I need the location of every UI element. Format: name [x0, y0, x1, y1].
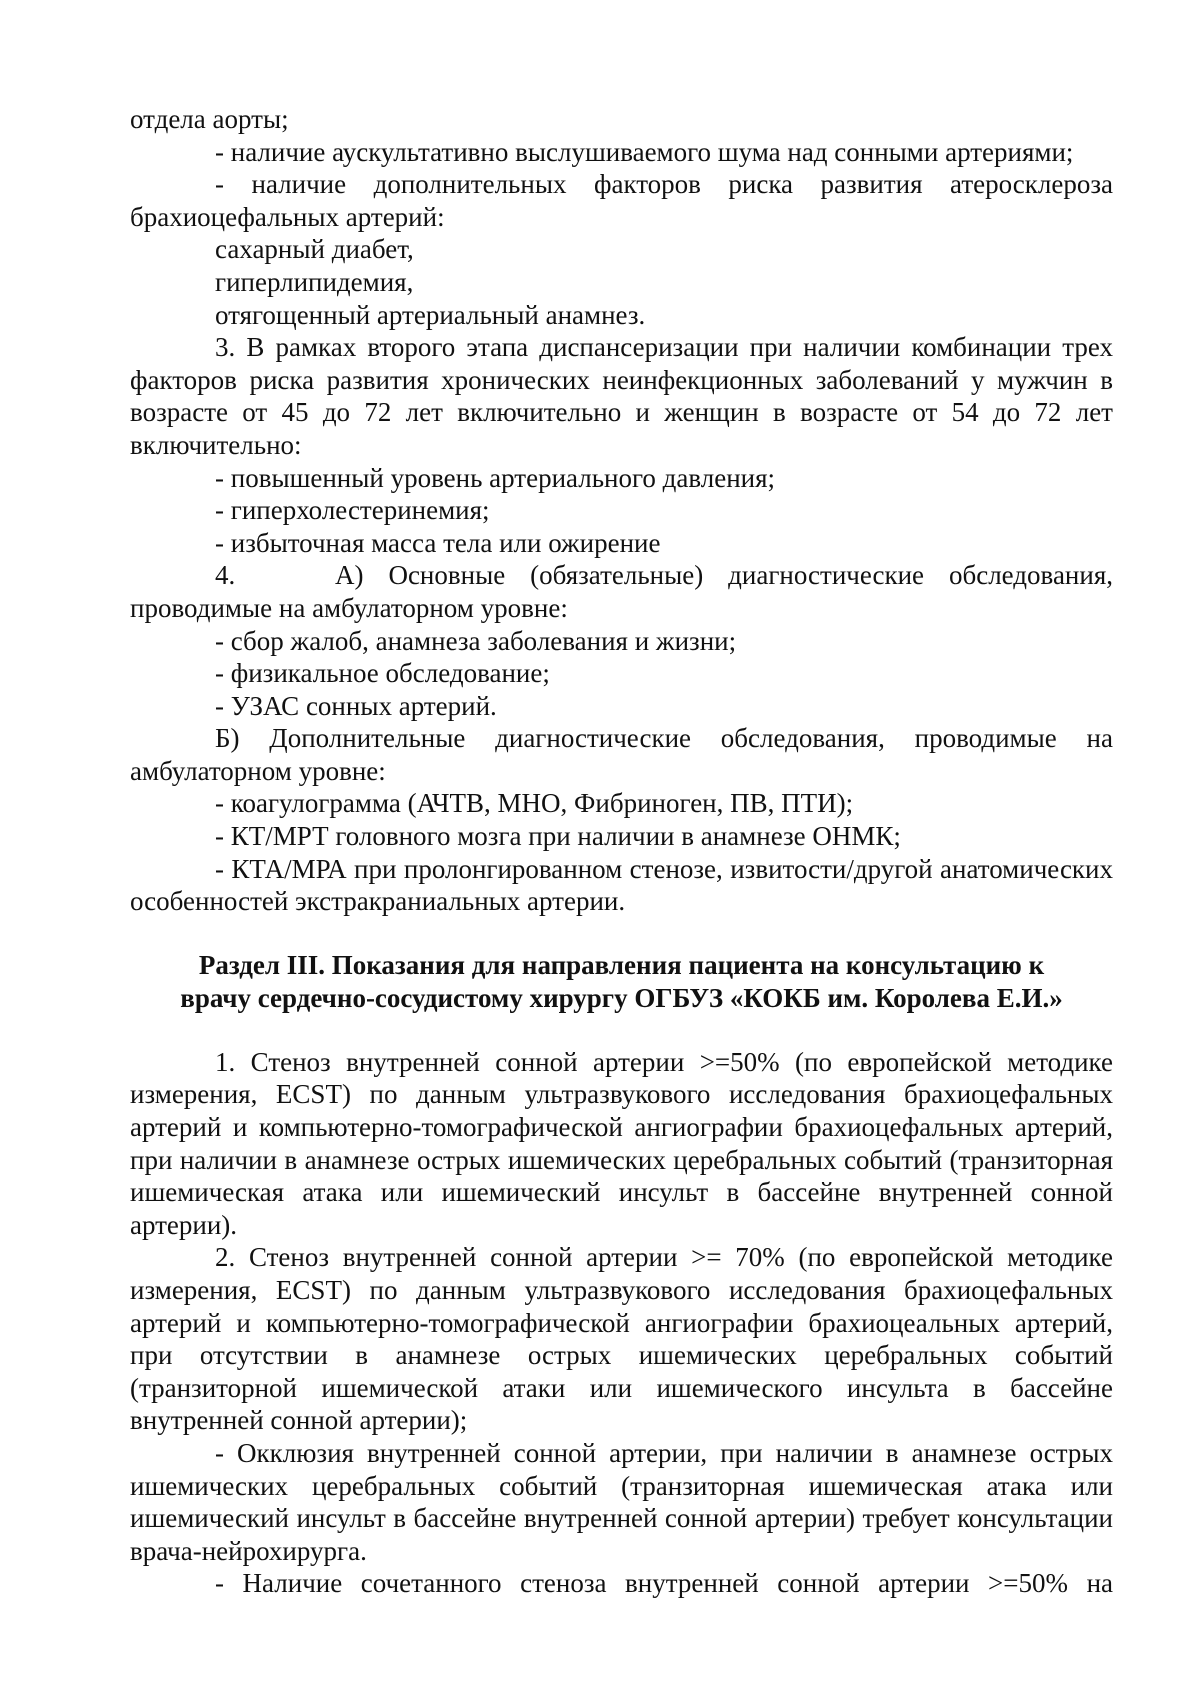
paragraph-indication-1: 1. Стеноз внутренней сонной артерии >=50% (по европейской методике измерения, ECST) по данным ультразвукового исследования брахиоцефальных артерий и компьютерно-томографической ангиографии брахиоцефальных артерий, при наличии в анамнезе острых ишемических церебральных событий (транзиторная ишемическая атака или ишемический инсульт в бассейне внутренней сонной артерии).: [130, 1046, 1113, 1240]
paragraph-aorta-end: отдела аорты;: [130, 104, 289, 134]
paragraph-occlusion: - Окклюзия внутренней сонной артерии, при наличии в анамнезе острых ишемических церебральных событий (транзиторная ишемическая атака или ишемический инсульт в бассейне внутренней сонной артерии) требует консультации врача-нейрохирурга.: [130, 1437, 1113, 1566]
list-item-hypercholesterolemia: - гиперхолестеринемия;: [215, 495, 490, 526]
item-4-text: А) Основные (обязательные) диагностические обследования, проводимые на амбулаторном уровне:: [130, 560, 1113, 623]
section-heading-line-2: врачу сердечно-сосудистому хирургу ОГБУЗ «КОКБ им. Королева Е.И.»: [180, 982, 1063, 1013]
document-body: [130, 103, 1113, 1600]
item-4-number: 4.: [215, 560, 236, 591]
paragraph-item-3: 3. В рамках второго этапа диспансеризации при наличии комбинации трех факторов риска развития хронических неинфекционных заболеваний у мужчин в возрасте от 45 до 72 лет включительно и женщин в возрасте от 54 до 72 лет включительно:: [130, 332, 1113, 460]
list-item-cta-mra: - КТА/МРА при пролонгированном стенозе, извитости/другой анатомических особенностей экстракраниальных артерии.: [130, 853, 1113, 917]
paragraph-item-4: [130, 559, 1113, 624]
paragraph-combined-stenosis: - Наличие сочетанного стеноза внутренней сонной артерии >=50% на: [215, 1568, 1113, 1599]
paragraph-indication-2: 2. Стеноз внутренней сонной артерии >= 70% (по европейской методике измерения, ECST) по данным ультразвукового исследования брахиоцефальных артерий и компьютерно-томографической ангиографии брахиоцеальных артерий, при отсутствии в анамнезе острых ишемических церебральных событий (транзиторной ишемической атаки или ишемического инсульта в бассейне внутренней сонной артерии);: [130, 1242, 1113, 1436]
paragraph-additional-exams: Б) Дополнительные диагностические обследования, проводимые на амбулаторном уровне:: [130, 723, 1113, 786]
list-item-hyperlipidemia: гиперлипидемия,: [215, 266, 414, 297]
list-item-obesity: - избыточная масса тела или ожирение: [215, 527, 661, 558]
list-item-blood-pressure: - повышенный уровень артериального давления;: [215, 462, 776, 493]
list-item-carotid-murmur: - наличие аускультативно выслушиваемого шума над сонными артериями;: [215, 136, 1074, 167]
list-item-additional-risk-factors: - наличие дополнительных факторов риска развития атеросклероза брахиоцефальных артерий:: [130, 169, 1113, 232]
list-item-diabetes: сахарный диабет,: [215, 234, 414, 265]
list-item-arterial-history: отягощенный артериальный анамнез.: [215, 299, 646, 330]
section-3-heading: [130, 949, 1113, 1015]
list-item-ct-mri: - КТ/МРТ головного мозга при наличии в анамнезе ОНМК;: [215, 821, 901, 852]
list-item-coagulogram: - коагулограмма (АЧТВ, МНО, Фибриноген, ПВ, ПТИ);: [215, 788, 854, 819]
list-item-complaints: - сбор жалоб, анамнеза заболевания и жизни;: [215, 625, 737, 656]
list-item-ultrasound: - УЗАС сонных артерий.: [215, 690, 497, 721]
list-item-physical-exam: - физикальное обследование;: [215, 658, 550, 689]
section-heading-line-1: Раздел III. Показания для направления пациента на консультацию к: [198, 949, 1045, 980]
